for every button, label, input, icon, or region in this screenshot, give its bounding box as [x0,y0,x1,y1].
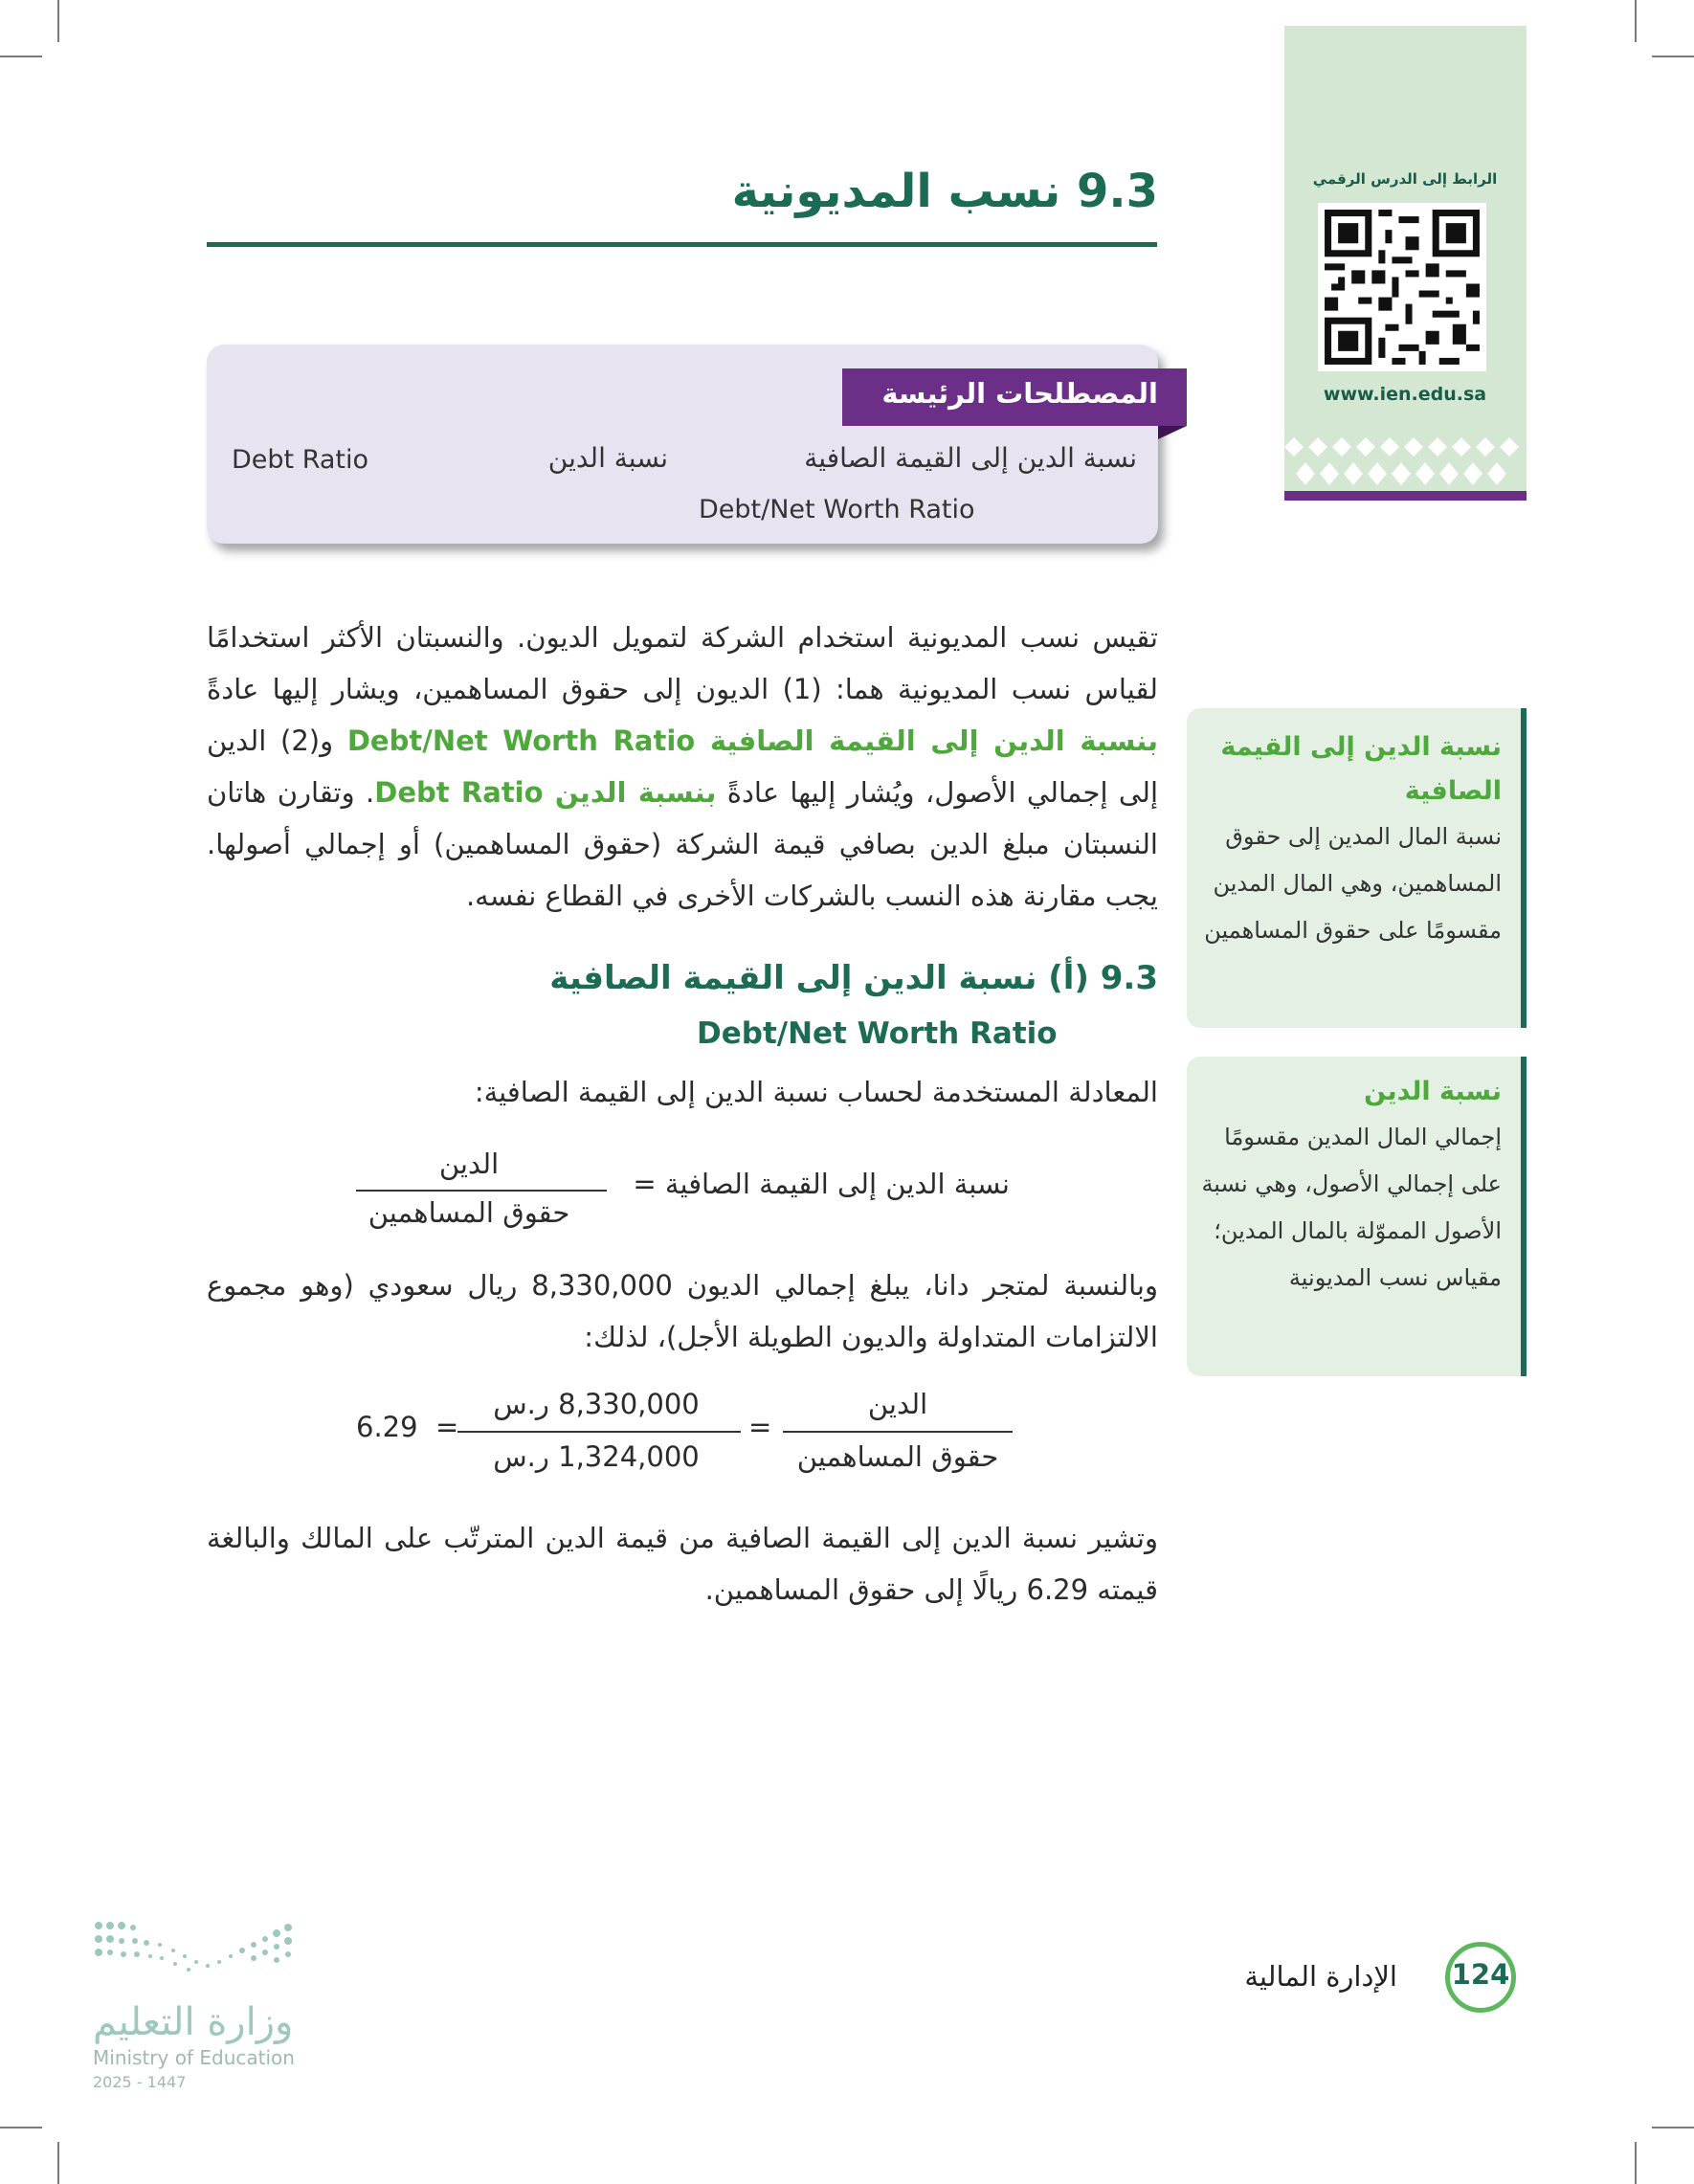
ribbon-fold [1158,426,1187,439]
glossary-definition: إجمالي المال المدين مقسومًا على إجمالي الأصول، وهي نسبة الأصول المموّلة بالمال المدين؛ مقياس نسب المديونية [1201,1124,1502,1291]
key-term-debt-ratio-en: Debt Ratio [232,445,369,475]
calc-fraction-line-1 [783,1431,1013,1433]
conclusion-paragraph: وتشير نسبة الدين إلى القيمة الصافية من قيمة الدين المترتّب على المالك والبالغة قيمته 6.29 ريالًا إلى حقوق المساهمين. [207,1522,1158,1606]
ministry-year: 2025 - 1447 [93,2073,187,2091]
formula-lhs: نسبة الدين إلى القيمة الصافية = [633,1168,1010,1200]
intro-term-debt-net-worth: بنسبة الدين إلى القيمة الصافية Debt/Net Worth Ratio [346,724,1158,757]
decorative-pattern [1284,435,1527,501]
calc-denominator-label: حقوق المساهمين [796,1440,999,1473]
intro-text-2: و(2) الدين إلى إجمالي الأصول، ويُشار إليها عادةً [207,724,1158,809]
qr-code-icon[interactable] [1318,203,1486,371]
formula-denominator: حقوق المساهمين [368,1196,570,1229]
crop-mark [57,2142,59,2184]
subsection-title: 9.3 (أ) نسبة الدين إلى القيمة الصافية [549,959,1158,997]
calc-fraction-line-2 [457,1431,741,1433]
glossary-box-debt-net-worth [1187,708,1527,1028]
glossary-definition: نسبة المال المدين إلى حقوق المساهمين، وهي المال المدين مقسومًا على حقوق المساهمين [1204,823,1502,944]
crop-mark [1652,56,1694,57]
formula-numerator: الدين [438,1148,500,1180]
calc-denominator-value: 1,324,000 ر.س [493,1440,700,1473]
calc-result: 6.29 [356,1411,418,1443]
crop-mark [57,0,59,42]
key-term-debt-net-worth-en: Debt/Net Worth Ratio [699,495,975,524]
glossary-term: نسبة الدين [1364,1077,1502,1106]
calc-numerator-label: الدين [867,1388,928,1420]
formula-fraction-line [356,1190,607,1192]
glossary-box-debt-ratio [1187,1057,1527,1376]
crop-mark [1652,2127,1694,2128]
calc-equals-2: = [435,1411,459,1443]
example-paragraph: وبالنسبة لمتجر دانا، يبلغ إجمالي الديون 8,330,000 ريال سعودي (وهو مجموع الالتزامات المتداولة والديون الطويلة الأجل)، لذلك: [207,1269,1158,1353]
page-title: 9.3 نسب المديونية [731,165,1158,218]
crop-mark [0,2127,42,2128]
intro-paragraph [207,612,1158,922]
qr-url[interactable]: www.ien.edu.sa [1323,384,1487,405]
intro-term-debt-ratio: بنسبة الدين Debt Ratio [374,776,717,809]
book-title: الإدارة المالية [1244,1960,1397,1993]
key-terms-title: المصطلحات الرئيسة [881,377,1158,410]
page-number: 124 [1451,1958,1510,1991]
intro-text-1: تقيس نسب المديونية استخدام الشركة لتمويل الديون. والنسبتان الأكثر استخدامًا لقياس نسب المديونية هما: (1) الديون إلى حقوق المساهمين، ويشار إليها عادةً [207,621,1158,705]
crop-mark [0,56,42,57]
subsection-title-en: Debt/Net Worth Ratio [697,1016,1058,1051]
calc-numerator-value: 8,330,000 ر.س [493,1388,700,1420]
crop-mark [1635,2142,1637,2184]
qr-label: الرابط إلى الدرس الرقمي [1312,170,1498,188]
key-term-debt-ratio-ar: نسبة الدين [547,442,668,474]
title-rule [207,242,1157,247]
calc-equals-1: = [748,1411,772,1443]
ministry-logo-dots-icon [93,1918,303,1995]
formula-intro: المعادلة المستخدمة لحساب نسبة الدين إلى القيمة الصافية: [474,1076,1158,1108]
key-term-debt-net-worth-ar: نسبة الدين إلى القيمة الصافية [804,442,1137,474]
ministry-name-en: Ministry of Education [93,2046,295,2069]
ministry-name-ar: وزارة التعليم [93,2000,294,2044]
crop-mark [1635,0,1637,42]
intro-text-3: . وتقارن هاتان النسبتان مبلغ الدين بصافي قيمة الشركة (حقوق المساهمين) أو إجمالي أصولها. يجب مقارنة هذه النسب بالشركات الأخرى في القطاع نفسه. [207,776,1158,912]
glossary-term: نسبة الدين إلى القيمة الصافية [1220,732,1502,806]
